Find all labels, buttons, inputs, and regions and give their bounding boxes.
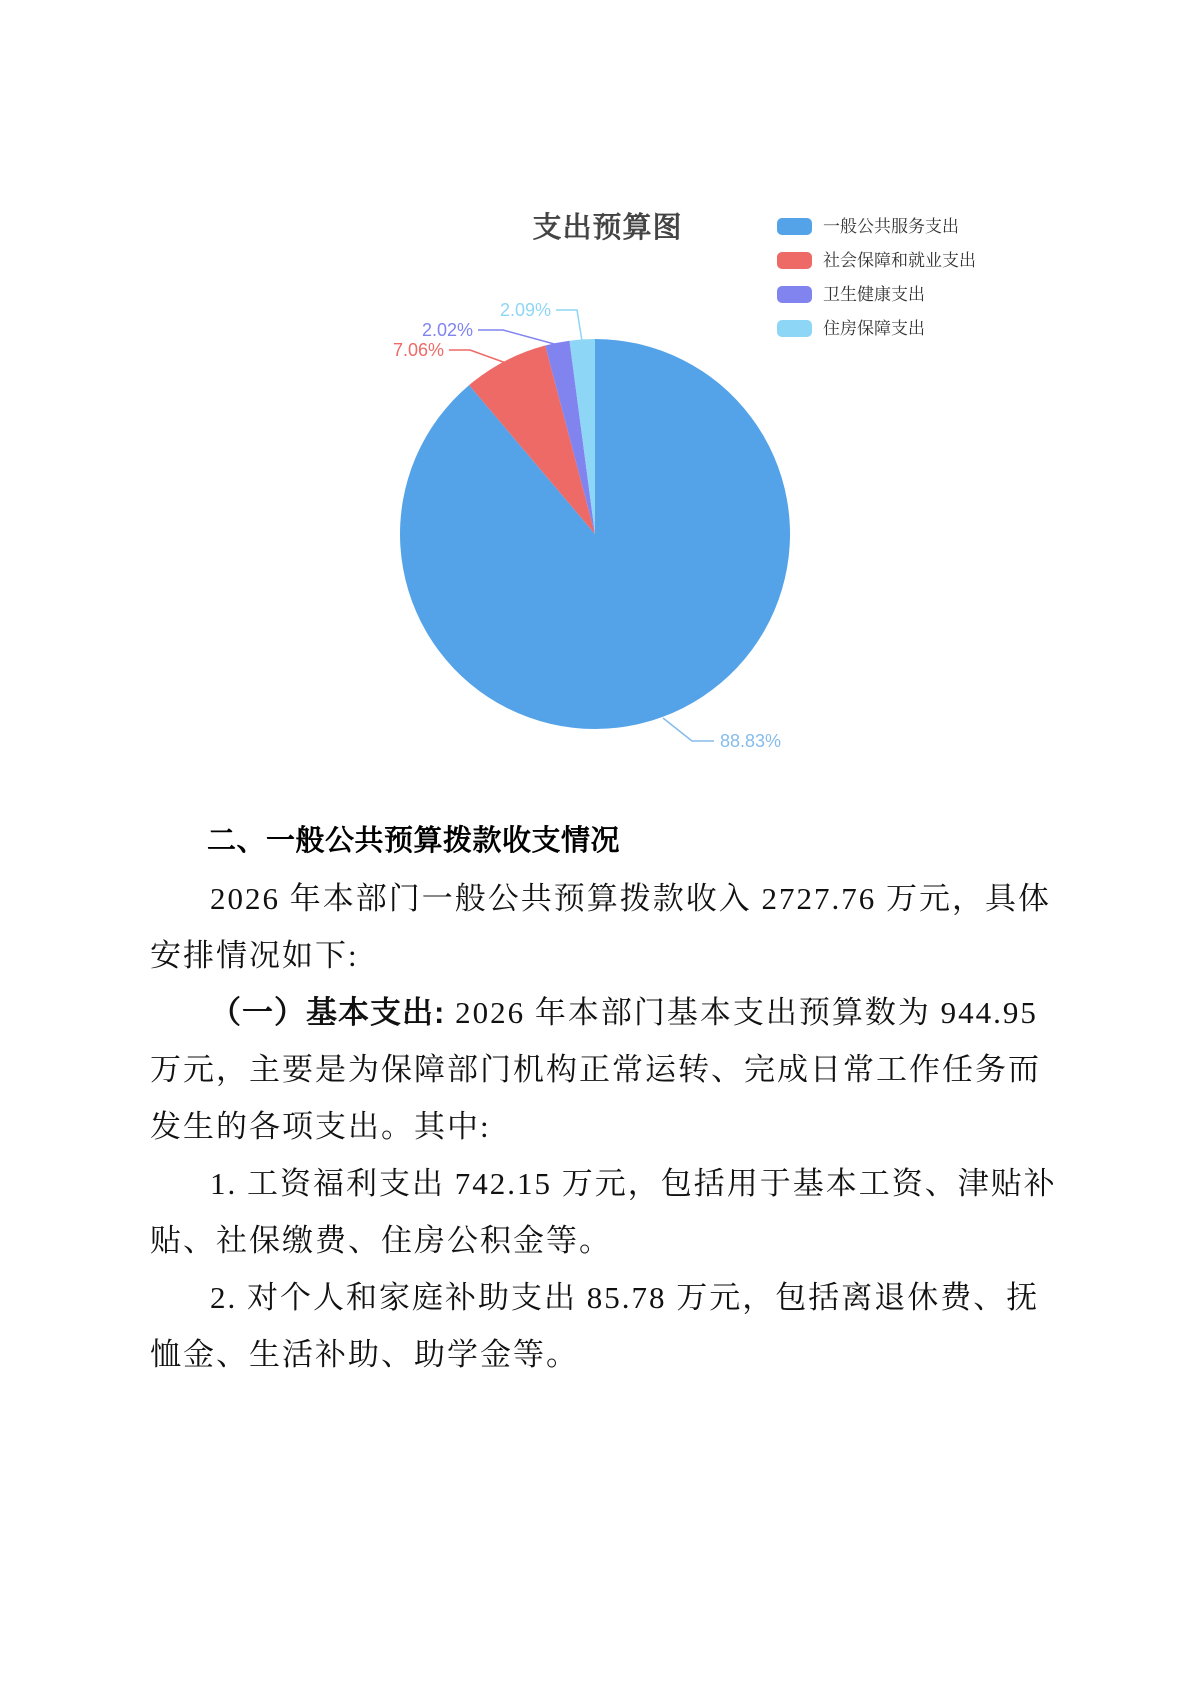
pie-label-line xyxy=(478,330,558,345)
section-heading: 二、一般公共预算拨款收支情况 xyxy=(207,825,621,857)
text-line: 2026 年本部门一般公共预算拨款收入 2727.76 万元，具体 xyxy=(210,881,1051,916)
pie-label: 88.83% xyxy=(720,731,782,751)
text-bold-segment: （一）基本支出: xyxy=(210,995,446,1030)
text-line: 万元，主要是为保障部门机构正常运转、完成日常工作任务而 xyxy=(150,1052,1041,1087)
pie-slice xyxy=(400,339,790,729)
pie-label: 2.02% xyxy=(421,320,473,340)
pie-label: 7.06% xyxy=(392,340,444,360)
pie-label: 2.09% xyxy=(499,300,551,320)
legend-label: 住房保障支出 xyxy=(823,319,925,338)
text-line: 2. 对个人和家庭补助支出 85.78 万元，包括离退休费、抚 xyxy=(210,1280,1040,1315)
text-line: 恤金、生活补助、助学金等。 xyxy=(150,1337,579,1372)
pie-label-line xyxy=(556,310,582,341)
text-line: 贴、社保缴费、住房公积金等。 xyxy=(150,1223,612,1258)
legend-label: 一般公共服务支出 xyxy=(823,217,959,236)
pie-svg xyxy=(330,260,870,770)
legend-label: 社会保障和就业支出 xyxy=(823,251,976,270)
pie-label-line xyxy=(449,350,506,363)
text-line: 安排情况如下: xyxy=(150,938,359,973)
text-line: （一）基本支出: 2026 年本部门基本支出预算数为 944.95 xyxy=(210,995,1038,1030)
chart-title: 支出预算图 xyxy=(532,212,683,244)
pie-label-line xyxy=(663,718,714,741)
legend-swatch xyxy=(777,218,812,235)
text-line: 发生的各项支出。其中: xyxy=(150,1109,491,1144)
legend-item xyxy=(777,218,976,235)
doc-lines xyxy=(150,870,1057,1383)
document-section xyxy=(150,812,1057,1383)
text-line: 1. 工资福利支出 742.15 万元，包括用于基本工资、津贴补 xyxy=(210,1166,1057,1201)
legend-label: 卫生健康支出 xyxy=(823,285,925,304)
